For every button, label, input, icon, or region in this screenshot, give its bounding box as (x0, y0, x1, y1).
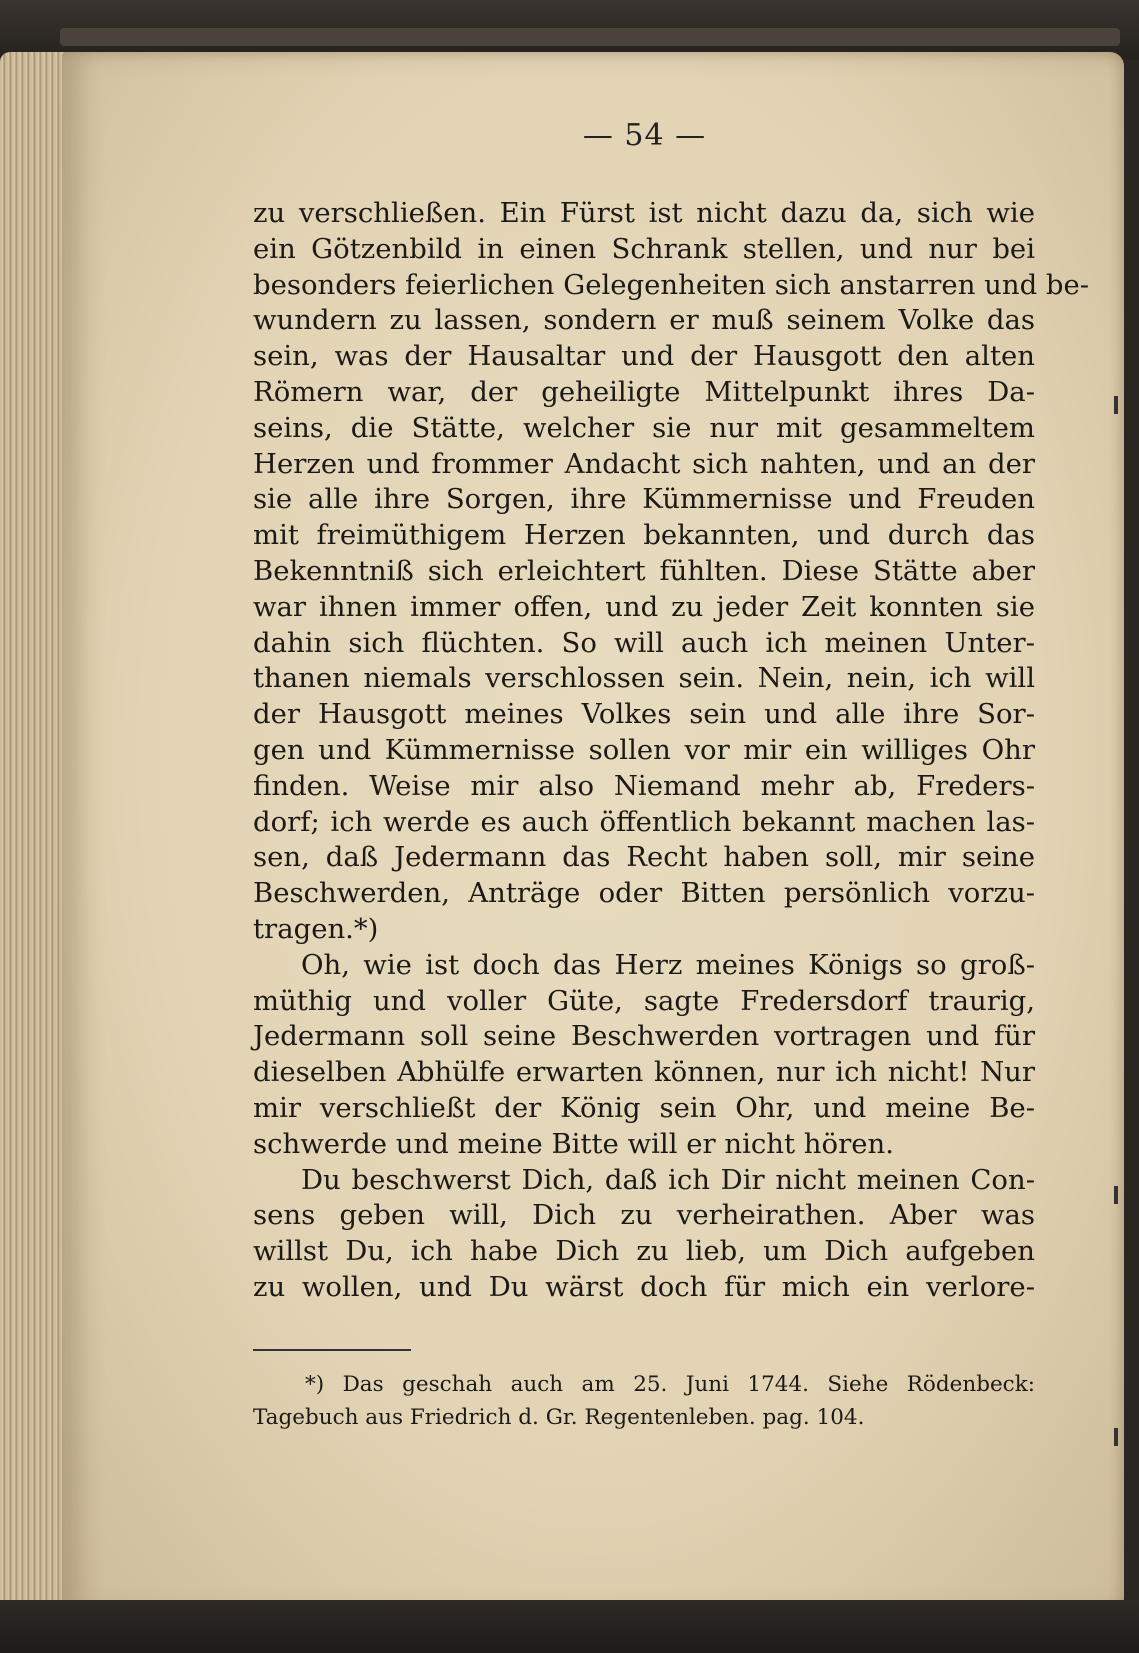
text-line: Du beschwerst Dich, daß ich Dir nicht meinen Con- (301, 1163, 1035, 1196)
page-edge-mark (1114, 1428, 1118, 1446)
text-line: ein Götzenbild in einen Schrank stellen, und nur bei (253, 232, 1035, 265)
book-spine-edge (60, 28, 1120, 46)
text-line: dieselben Abhülfe erwarten können, nur ich nicht! Nur (253, 1056, 1035, 1089)
text-line: müthig und voller Güte, sagte Fredersdorf traurig, (253, 984, 1035, 1017)
text-line: willst Du, ich habe Dich zu lieb, um Dich aufgeben (253, 1235, 1035, 1268)
footnote-rule (253, 1349, 411, 1351)
text-line: dahin sich flüchten. So will auch ich meinen Unter- (253, 626, 1035, 659)
book-cover-top (0, 0, 1139, 60)
page-number: — 54 — (582, 118, 707, 153)
text-line: sein, was der Hausaltar und der Hausgott den alten (253, 340, 1035, 373)
footnote-line: *) Das geschah auch am 25. Juni 1744. Siehe Rödenbeck: (305, 1372, 1035, 1397)
text-line: Römern war, der geheiligte Mittelpunkt ihres Da- (253, 375, 1035, 408)
text-line: gen und Kümmernisse sollen vor mir ein williges Ohr (253, 733, 1035, 766)
text-line: Oh, wie ist doch das Herz meines Königs so groß- (301, 948, 1035, 981)
text-line: der Hausgott meines Volkes sein und alle ihre Sor- (253, 698, 1035, 731)
text-line: war ihnen immer offen, und zu jeder Zeit konnten sie (253, 590, 1035, 623)
text-line: thanen niemals verschlossen sein. Nein, nein, ich will (253, 662, 1035, 695)
footnote (253, 1368, 1035, 1434)
text-line: tragen.*) (253, 912, 379, 945)
text-line: mir verschließt der König sein Ohr, und meine Be- (253, 1091, 1035, 1124)
text-line: sie alle ihre Sorgen, ihre Kümmernisse und Freuden (253, 483, 1035, 516)
text-line: mit freimüthigem Herzen bekannten, und durch das (253, 519, 1035, 552)
book-cover-bottom (0, 1600, 1139, 1653)
text-line: seins, die Stätte, welcher sie nur mit gesammeltem (253, 411, 1035, 444)
text-line: sens geben will, Dich zu verheirathen. Aber was (253, 1199, 1035, 1232)
text-line: Bekenntniß sich erleichtert fühlten. Diese Stätte aber (253, 554, 1035, 587)
page-edge-mark (1114, 396, 1118, 414)
body-text (253, 196, 1090, 1306)
page-edges (0, 52, 70, 1612)
footnote-line: Tagebuch aus Friedrich d. Gr. Regentenleben. pag. 104. (253, 1405, 865, 1430)
text-line: schwerde und meine Bitte will er nicht hören. (253, 1127, 894, 1160)
text-line: wundern zu lassen, sondern er muß seinem Volke das (253, 304, 1035, 337)
page-edge-mark (1114, 1186, 1118, 1204)
text-line: Beschwerden, Anträge oder Bitten persönlich vorzu- (253, 877, 1035, 910)
text-line: besonders feierlichen Gelegenheiten sich anstarren und be- (253, 268, 1090, 301)
text-line: sen, daß Jedermann das Recht haben soll, mir seine (253, 841, 1035, 874)
text-line: dorf; ich werde es auch öffentlich bekannt machen las- (253, 805, 1035, 838)
text-line: zu verschließen. Ein Fürst ist nicht dazu da, sich wie (253, 197, 1035, 229)
text-line: Jedermann soll seine Beschwerden vortragen und für (253, 1020, 1035, 1053)
text-line: zu wollen, und Du wärst doch für mich ein verlore- (253, 1270, 1035, 1303)
text-line: finden. Weise mir also Niemand mehr ab, Freders- (253, 769, 1035, 802)
text-line: Herzen und frommer Andacht sich nahten, und an der (253, 447, 1035, 480)
